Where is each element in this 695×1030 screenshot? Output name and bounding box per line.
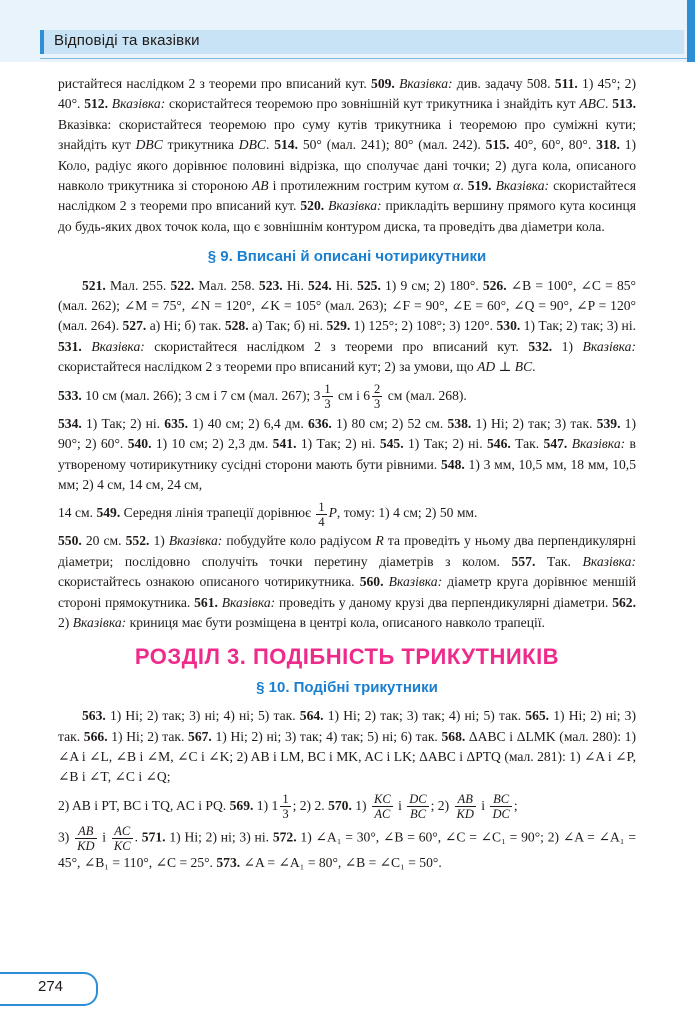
text: Ні. <box>331 277 358 293</box>
answers-block-3 <box>58 378 636 414</box>
text: Ні. <box>282 277 308 293</box>
problem-number: 571. <box>141 829 166 845</box>
problem-number: 562. <box>612 594 636 610</box>
text: 2) AB і PT, BC і TQ, AC і PQ. <box>58 797 230 813</box>
fraction <box>112 824 133 853</box>
text: . <box>532 359 536 375</box>
text: і <box>477 797 489 813</box>
problem-number: 552. <box>125 533 150 549</box>
problem-number: 528. <box>224 318 249 334</box>
problem-number: 514. <box>274 137 298 153</box>
page-content <box>58 74 636 873</box>
problem-number: 521. <box>82 277 106 293</box>
text: . <box>134 829 142 845</box>
text: в утвореному чотирикутнику сусідні сторони мають бути рівними. <box>58 436 636 472</box>
text: . <box>265 137 275 153</box>
math-var: AD ⊥ BC <box>477 359 533 375</box>
text: 1) <box>351 797 370 813</box>
problem-number: 568. <box>441 728 466 744</box>
problem-number: 526. <box>482 277 507 293</box>
text: 2) <box>58 614 73 630</box>
text: ристайтеся наслідком 2 з теореми про вписаний кут. <box>58 76 372 91</box>
answers-block-1 <box>58 74 636 237</box>
text: 1) Ні; 2) так; 3) ні; 4) ні; 5) так. <box>105 708 300 724</box>
text: 20 см. <box>81 533 126 549</box>
text: скористайтесь ознакою описаного чотирикутника. <box>58 574 360 590</box>
header-title: Відповіді та вказівки <box>54 32 200 49</box>
fraction-denominator: DC <box>492 807 510 822</box>
text: Середня лінія трапеції дорівнює <box>120 505 315 521</box>
text: 1) 40 см; 2) 6,4 дм. <box>188 415 309 431</box>
text: ∠B = 100°, ∠C = 85° (мал. 262); ∠M = 75°, ∠N = 120°, ∠K = 105° (мал. 263); ∠F = 90°, ∠E = 60°, ∠Q = 90°, ∠P = 120° (мал. 264). <box>58 277 636 334</box>
fraction-numerator: AB <box>455 792 476 807</box>
text: Вказівка: скористайтеся теоремою про суму кутів трикутника і теоремою про суміжні кути; знайдіть кут <box>58 116 636 153</box>
text: 14 см. <box>58 505 97 521</box>
text: , тому: 1) 4 см; 2) 50 мм. <box>336 505 478 521</box>
problem-number: 523. <box>258 277 283 293</box>
problem-number: 524. <box>307 277 332 293</box>
problem-number: 561. <box>194 594 218 610</box>
problem-number: 560. <box>359 574 384 590</box>
problem-number: 509. <box>371 76 395 91</box>
problem-number: 541. <box>272 436 297 452</box>
problem-number: 532. <box>528 338 553 354</box>
fraction-numerator: DC <box>409 792 427 807</box>
text: 1) Ні; 2) ні; 3) так. <box>58 708 636 744</box>
math-var: P <box>328 505 337 521</box>
text: скористайтеся наслідком 2 з теореми про вписаний кут; 2) за умови, що <box>58 359 478 375</box>
problem-number: 573. <box>216 854 241 870</box>
problem-number: 545. <box>379 436 404 452</box>
text: прикладіть вершину прямого кута косинця до будь-яких двох точок кола, що є зовнішнім контуром диска, та проведіть два діаметри кола. <box>58 198 636 234</box>
math-var: α <box>453 178 461 194</box>
hint-label: Вказівка: <box>217 594 276 610</box>
text: та проведіть у ньому два перпендикулярні діаметри; послідовно сполучіть точки перетину діаметрів з колом. <box>58 533 637 569</box>
fraction-denominator: KD <box>77 838 95 853</box>
text: і <box>394 797 406 813</box>
text: див. задачу 508. <box>452 76 555 91</box>
fraction <box>407 792 428 821</box>
fraction-numerator: BC <box>490 792 511 807</box>
text: 1) ∠A₁ = 30°, ∠B = 60°, ∠C = ∠C₁ = 90°; 2) ∠A = ∠A₁ = 45°, ∠B₁ = 110°, ∠C = 25°. <box>58 829 636 870</box>
fraction <box>316 500 326 529</box>
text: 1) 9 см; 2) 180°. <box>380 277 483 293</box>
hint-label: Вказівка: <box>582 553 636 569</box>
hint-label: Вказівка: <box>567 436 626 452</box>
problem-number: 564. <box>299 708 324 724</box>
problem-number: 531. <box>58 338 82 354</box>
fraction <box>372 382 382 411</box>
text: трикутника <box>162 137 239 153</box>
problem-number: 565. <box>525 708 550 724</box>
fraction <box>322 382 332 411</box>
text: Мал. 255. <box>105 277 171 293</box>
fraction <box>280 792 290 821</box>
text: 1) Так; 2) так; 3) ні. <box>520 318 637 334</box>
text: 1) <box>149 533 169 549</box>
math-var: R <box>375 533 384 549</box>
text: см (мал. 268). <box>384 387 467 403</box>
problem-number: 511. <box>554 76 578 91</box>
hint-label: Вказівка: <box>394 76 453 91</box>
text: 1) Так; 2) ні. <box>403 436 487 452</box>
problem-number: 515. <box>485 137 510 153</box>
problem-number: 527. <box>122 318 147 334</box>
answers-block-5 <box>58 495 636 531</box>
fraction-numerator: AB <box>75 824 96 839</box>
fraction-denominator: 4 <box>318 514 325 529</box>
text: побудуйте коло радіусом <box>222 533 376 549</box>
text: 1) Ні; 2) ні; 3) ні. <box>165 829 273 845</box>
fraction-numerator: 2 <box>374 382 381 397</box>
text: ; 2) 2. <box>292 797 329 813</box>
text: 1) 80 см; 2) 52 см. <box>331 415 448 431</box>
answers-block-8 <box>58 788 636 824</box>
answers-block-9 <box>58 824 636 873</box>
problem-number: 547. <box>543 436 568 452</box>
problem-number: 550. <box>58 533 82 549</box>
text: 1) 3 мм, 10,5 мм, 18 мм, 10,5 мм; 2) 4 см, 14 см, 24 см, <box>58 456 636 492</box>
page-number: 274 <box>38 978 64 995</box>
header-rule <box>40 58 688 59</box>
problem-number: 525. <box>357 277 381 293</box>
text: ∠A = ∠A₁ = 80°, ∠B = ∠C₁ = 50°. <box>240 854 442 870</box>
problem-number: 636. <box>308 415 332 431</box>
answers-block-6 <box>58 531 636 633</box>
text: а) Ні; б) так. <box>146 318 225 334</box>
answers-block-2 <box>58 276 636 378</box>
fraction <box>455 792 476 821</box>
fraction-denominator: 3 <box>282 807 289 822</box>
problem-number: 548. <box>440 456 465 472</box>
problem-number: 529. <box>326 318 351 334</box>
chapter-heading-3: РОЗДІЛ 3. ПОДІБНІСТЬ ТРИКУТНИКІВ <box>134 644 560 670</box>
text: Так. <box>535 553 583 569</box>
problem-number: 540. <box>127 436 152 452</box>
fraction-numerator: 1 <box>318 499 325 514</box>
section-heading-10: § 10. Подібні трикутники <box>256 678 438 696</box>
text: і <box>98 829 110 845</box>
problem-number: 572. <box>272 829 297 845</box>
text: скористайтеся наслідком 2 з теореми про вписаний кут. <box>58 178 636 214</box>
text: 1) Ні; 2) так; 3) так. <box>471 415 597 431</box>
problem-number: 520. <box>300 198 325 214</box>
hint-label: Вказівка: <box>108 96 166 112</box>
hint-label: Вказівка: <box>168 533 223 549</box>
text: 1) 1 <box>253 797 279 813</box>
text: 1) Так; 2) ні. <box>81 415 165 431</box>
fraction-denominator: AC <box>374 807 391 822</box>
problem-number: 566. <box>83 728 108 744</box>
text: 1) 90°; 2) 60°. <box>58 415 636 452</box>
problem-number: 570. <box>328 797 352 813</box>
fraction <box>75 824 96 853</box>
fraction-denominator: 3 <box>374 397 381 412</box>
text: 50° (мал. 241); 80° (мал. 242). <box>298 137 486 153</box>
text: діаметр круга дорівнює меншій стороні прямокутника. <box>58 574 636 610</box>
fraction-denominator: 3 <box>324 397 331 412</box>
answers-block-7 <box>58 706 636 788</box>
problem-number: 635. <box>164 415 189 431</box>
text: 1) 125°; 2) 108°; 3) 120°. <box>350 318 497 334</box>
answers-block-4 <box>58 414 636 496</box>
text: 1) <box>552 338 583 354</box>
problem-number: 318. <box>596 137 620 153</box>
fraction-numerator: 1 <box>324 382 331 397</box>
text: см і 6 <box>334 387 371 403</box>
problem-number: 549. <box>96 505 121 521</box>
text: 1) Ні; 2) так. <box>107 728 189 744</box>
math-var: AB <box>251 178 269 194</box>
hint-label: Вказівка: <box>72 614 127 630</box>
hint-label: Вказівка: <box>324 198 382 214</box>
text: . <box>605 96 613 112</box>
text: ; 2) <box>430 797 453 813</box>
fraction-denominator: KC <box>113 838 131 853</box>
problem-number: 557. <box>511 553 536 569</box>
hint-label: Вказівка: <box>383 574 443 590</box>
math-var: DBC <box>135 137 163 153</box>
text: 1) Ні; 2) ні; 3) так; 4) так; 5) ні; 6) так. <box>211 728 442 744</box>
text: 1) 10 см; 2) 2,3 дм. <box>151 436 273 452</box>
fraction-numerator: KC <box>373 792 391 807</box>
text: 3) <box>58 829 74 845</box>
text: 1) 45°; 2) 40°. <box>58 76 637 112</box>
text: криниця має бути розміщена в центрі кола, описаного навколо трапеції. <box>126 614 545 630</box>
text: 1) Ні; 2) так; 3) так; 4) ні; 5) так. <box>323 708 526 724</box>
hint-label: Вказівка: <box>582 338 636 354</box>
text: 10 см (мал. 266); 3 см і 7 см (мал. 267); 3 <box>81 387 321 403</box>
problem-number: 512. <box>84 96 108 112</box>
text: проведіть у даному крузі два перпендикулярні діаметри. <box>275 594 613 610</box>
problem-number: 519. <box>467 178 492 194</box>
text: 1) Так; 2) ні. <box>296 436 380 452</box>
text: Мал. 258. <box>194 277 259 293</box>
fraction-denominator: KD <box>456 807 474 822</box>
problem-number: 513. <box>612 96 636 112</box>
hint-label: Вказівка: <box>491 178 550 194</box>
problem-number: 533. <box>58 387 82 403</box>
fraction <box>372 792 393 821</box>
text: ; <box>513 797 518 813</box>
math-var: DBC <box>238 137 266 153</box>
problem-number: 539. <box>596 415 621 431</box>
text: . <box>460 178 468 194</box>
text: скористайтеся наслідком 2 з теореми про вписаний кут. <box>144 338 529 354</box>
page-edge-stripe <box>687 0 695 62</box>
math-var: ABC <box>579 96 606 112</box>
problem-number: 546. <box>486 436 511 452</box>
hint-label: Вказівка: <box>81 338 145 354</box>
fraction <box>490 792 511 821</box>
section-heading-9: § 9. Вписані й описані чотирикутники <box>207 248 487 266</box>
text: 1) Коло, радіус якого дорівнює половині відрізка, що сполучає дані точки; 2) дуга кола, описаного навколо трикутника зі стороною <box>58 137 637 194</box>
problem-number: 530. <box>496 318 521 334</box>
problem-number: 534. <box>58 415 82 431</box>
text: Так. <box>510 436 544 452</box>
text: і протилежним гострим кутом <box>268 178 454 194</box>
text: ΔABC і ΔLMK (мал. 280): 1) ∠A і ∠L, ∠B і ∠M, ∠C і ∠K; 2) AB і LM, BC і MK, AC і LK; ΔABC і ΔPTQ (мал. 281): 1) ∠A і ∠P, ∠B і ∠T, ∠C і ∠Q; <box>58 728 637 785</box>
fraction-denominator: BC <box>409 807 426 822</box>
problem-number: 567. <box>188 728 212 744</box>
text: 40°, 60°, 80°. <box>509 137 597 153</box>
text: а) Так; б) ні. <box>248 318 327 334</box>
fraction-numerator: 1 <box>282 792 289 807</box>
text: скористайтеся теоремою про зовнішній кут трикутника і знайдіть кут <box>165 96 580 112</box>
problem-number: 563. <box>82 708 106 724</box>
problem-number: 538. <box>447 415 472 431</box>
problem-number: 569. <box>229 797 254 813</box>
problem-number: 522. <box>170 277 195 293</box>
fraction-numerator: AC <box>112 824 133 839</box>
